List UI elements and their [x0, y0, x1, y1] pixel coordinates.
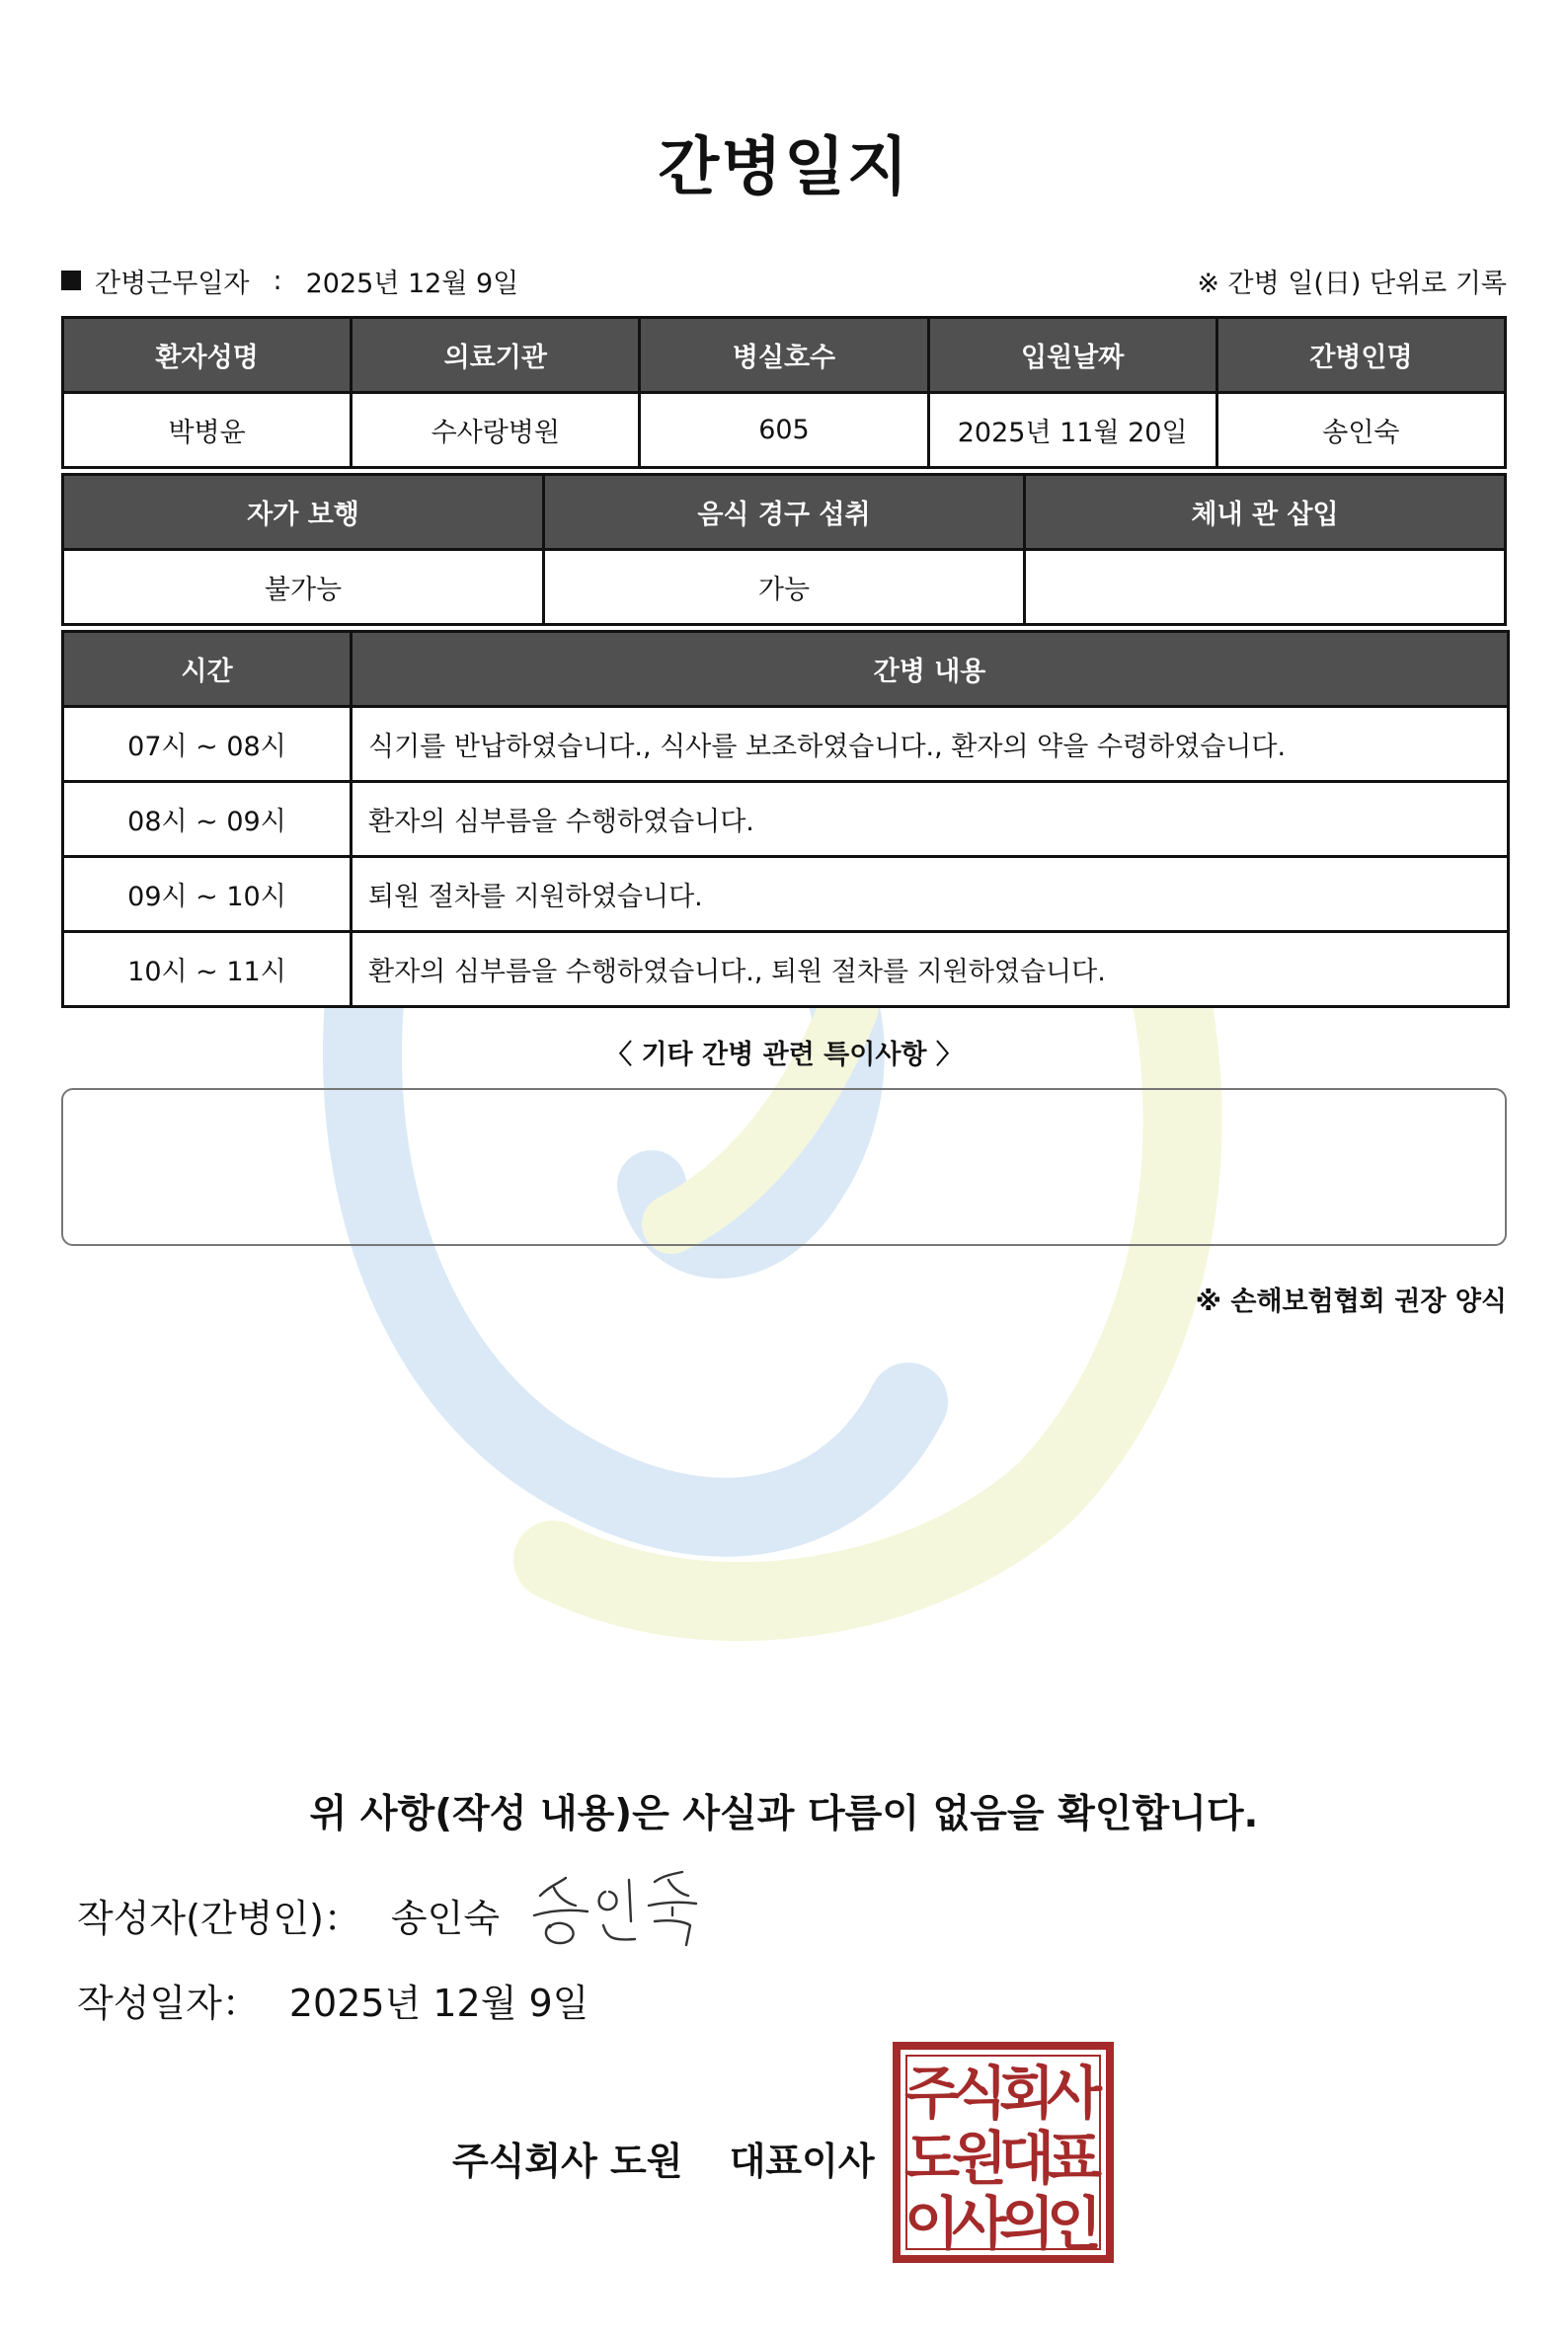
work-date-label: 간병근무일자	[95, 268, 250, 299]
svg-text:회: 회	[998, 2060, 1056, 2127]
table-row	[63, 707, 1509, 782]
write-date-label: 작성일자：	[77, 1982, 260, 2025]
meta-row	[61, 263, 1507, 298]
header-self-walking: 자가 보행	[63, 475, 544, 550]
table-header-row	[63, 632, 1509, 707]
patient-name: 박병윤	[63, 393, 352, 468]
notes-title: 〈 기타 간병 관련 특이사항 〉	[605, 1040, 963, 1070]
representative-title: 대표이사	[729, 2140, 875, 2183]
write-date-value: 2025년 12월 9일	[288, 1982, 589, 2025]
unit-note: ※ 간병 일(日) 단위로 기록	[1197, 268, 1507, 299]
svg-text:도: 도	[903, 2125, 961, 2192]
confirmation-statement: 위 사항(작성 내용)은 사실과 다름이 없음을 확인합니다.	[309, 1792, 1259, 1836]
tube-insertion-value	[1025, 550, 1506, 625]
svg-text:의: 의	[998, 2190, 1056, 2257]
square-bullet-icon	[61, 271, 81, 290]
handwritten-signature	[528, 1866, 706, 1955]
table-row	[63, 932, 1509, 1007]
work-date-separator: :	[273, 265, 282, 296]
care-content: 식기를 반납하였습니다., 식사를 보조하였습니다., 환자의 약을 수령하였습니다.	[352, 707, 1509, 782]
header-caregiver-name: 간병인명	[1216, 318, 1505, 393]
table-header-row	[63, 475, 1506, 550]
header-tube-insertion: 체내 관 삽입	[1025, 475, 1506, 550]
svg-text:식: 식	[951, 2060, 1008, 2127]
work-date-group	[61, 262, 518, 300]
notes-box	[61, 1088, 1507, 1246]
write-date-line	[77, 1973, 588, 2027]
self-walking-value: 불가능	[63, 550, 544, 625]
care-time: 07시 ~ 08시	[63, 707, 352, 782]
room-number: 605	[640, 393, 928, 468]
header-oral-intake: 음식 경구 섭취	[544, 475, 1025, 550]
header-admission-date: 입원날짜	[928, 318, 1216, 393]
company-name: 주식회사 도원	[452, 2140, 683, 2183]
care-time: 10시 ~ 11시	[63, 932, 352, 1007]
company-line	[452, 2131, 875, 2185]
care-time: 08시 ~ 09시	[63, 782, 352, 857]
care-content: 환자의 심부름을 수행하였습니다., 퇴원 절차를 지원하였습니다.	[352, 932, 1509, 1007]
svg-text:사: 사	[1046, 2060, 1103, 2127]
work-date-value: 2025년 12월 9일	[305, 268, 519, 299]
svg-text:대: 대	[998, 2125, 1056, 2192]
caregiver-name: 송인숙	[1216, 393, 1505, 468]
header-room-number: 병실호수	[640, 318, 928, 393]
care-content-table	[61, 630, 1510, 1008]
table-header-row	[63, 318, 1506, 393]
table-row	[63, 550, 1506, 625]
svg-text:원: 원	[951, 2125, 1008, 2192]
recommend-note: ※ 손해보험협회 권장 양식	[1195, 1286, 1507, 1317]
patient-info-table	[61, 316, 1507, 469]
header-care-content: 간병 내용	[352, 632, 1509, 707]
table-row	[63, 857, 1509, 932]
company-seal	[893, 2042, 1114, 2263]
svg-text:주: 주	[903, 2060, 961, 2127]
page-title: 간병일지	[658, 131, 910, 204]
header-patient-name: 환자성명	[63, 318, 352, 393]
care-content: 환자의 심부름을 수행하였습니다.	[352, 782, 1509, 857]
patient-status-table	[61, 473, 1507, 626]
svg-text:사: 사	[951, 2190, 1008, 2257]
writer-line	[77, 1888, 500, 1942]
writer-label: 작성자(간병인)：	[77, 1897, 361, 1940]
admission-date: 2025년 11월 20일	[928, 393, 1216, 468]
writer-name: 송인숙	[390, 1897, 501, 1940]
header-hospital: 의료기관	[352, 318, 640, 393]
care-time: 09시 ~ 10시	[63, 857, 352, 932]
header-time: 시간	[63, 632, 352, 707]
svg-text:이: 이	[903, 2190, 961, 2257]
table-row	[63, 782, 1509, 857]
svg-text:인: 인	[1046, 2190, 1103, 2257]
oral-intake-value: 가능	[544, 550, 1025, 625]
svg-text:표: 표	[1046, 2125, 1103, 2192]
care-content: 퇴원 절차를 지원하였습니다.	[352, 857, 1509, 932]
table-row	[63, 393, 1506, 468]
hospital-name: 수사랑병원	[352, 393, 640, 468]
